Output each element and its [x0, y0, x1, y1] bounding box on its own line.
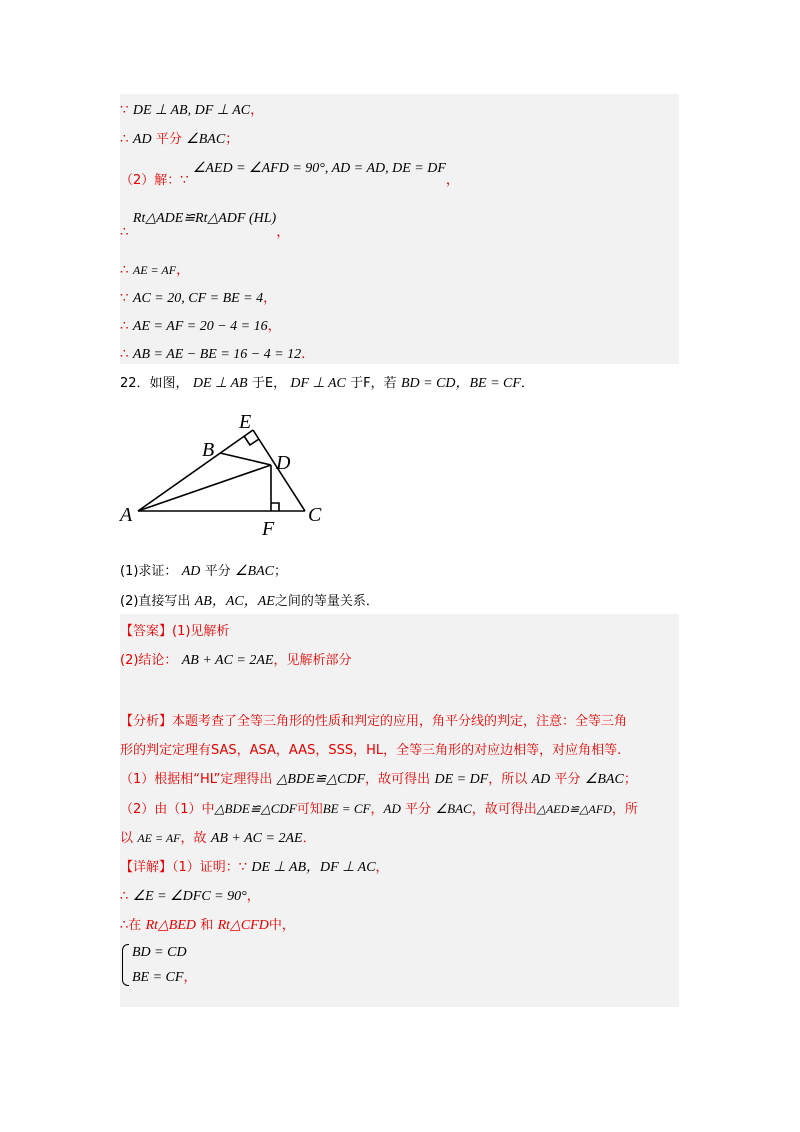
solution-line-1: ∵ DE ⊥ AB, DF ⊥ AC，: [120, 102, 264, 118]
detail-line-2: ∴ ∠E = ∠DFC = 90°，: [120, 889, 260, 904]
answer-line-1: 【答案】(1)见解析: [120, 624, 230, 639]
answer-panel: [120, 614, 679, 1007]
analysis-line-5: 以 AE = AF，故 AB + AC = 2AE．: [120, 831, 316, 846]
solution-line-5: ∴ AE = AF，: [120, 262, 190, 278]
solution-line-2: ∴ AD 平分 ∠BAC；: [120, 131, 239, 147]
question-part-1: (1)求证： AD 平分 ∠BAC；: [120, 564, 288, 579]
right-angle-mark-E: [244, 436, 259, 445]
previous-solution-panel: [120, 94, 679, 364]
solution-line-3: （2）解：∵ ∠AED = ∠AFD = 90°, AD = AD, DE = DF，: [120, 161, 460, 188]
label-B: B: [202, 439, 215, 461]
analysis-line-3: （1）根据相“HL”定理得出 △BDE≌△CDF，故可得出 DE = DF，所以 AD 平分 ∠BAC；: [120, 772, 637, 787]
detail-line-3: ∴在 Rt△BED 和 Rt△CFD中，: [120, 918, 295, 933]
solution-line-7: ∴ AE = AF = 20 − 4 = 16，: [120, 318, 282, 334]
segment-AD: [138, 465, 271, 511]
analysis-line-1: 【分析】本题考查了全等三角形的性质和判定的应用，角平分线的判定，注意：全等三角: [120, 714, 628, 729]
detail-line-5: BE = CF，: [132, 970, 197, 985]
segment-AE: [138, 430, 253, 511]
label-E: E: [239, 411, 252, 433]
solution-line-8: ∴ AB = AE − BE = 16 − 4 = 12．: [120, 346, 315, 362]
label-A: A: [120, 504, 133, 526]
question-part-2: (2)直接写出 AB，AC，AE之间的等量关系．: [120, 594, 379, 609]
question-22-stem: 22．如图， DE ⊥ AB 于E， DF ⊥ AC 于F，若 BD = CD，BE = CF．: [120, 376, 534, 391]
label-F: F: [262, 518, 275, 538]
label-C: C: [308, 504, 322, 526]
system-brace: [122, 944, 129, 986]
label-D: D: [276, 452, 291, 474]
analysis-line-2: 形的判定定理有SAS，ASA，AAS，SSS，HL，全等三角形的对应边相等，对应角相等.: [120, 743, 622, 758]
detail-line-1: 【详解】（1）证明：∵ DE ⊥ AB，DF ⊥ AC，: [120, 860, 389, 875]
solution-line-4: ∴ Rt△ADE≌Rt△ADF (HL)，: [120, 211, 290, 240]
analysis-line-4: （2）由（1）中△BDE≌△CDF可知BE = CF，AD 平分 ∠BAC，故可得出△AED≌△AFD，所: [120, 801, 638, 817]
right-angle-mark-F: [271, 503, 279, 511]
detail-line-4: BD = CD: [132, 945, 187, 960]
segment-BD: [220, 453, 271, 465]
triangle-figure: [118, 408, 338, 538]
answer-line-2: (2)结论： AB + AC = 2AE，见解析部分: [120, 653, 352, 668]
solution-line-6: ∵ AC = 20, CF = BE = 4，: [120, 290, 277, 306]
